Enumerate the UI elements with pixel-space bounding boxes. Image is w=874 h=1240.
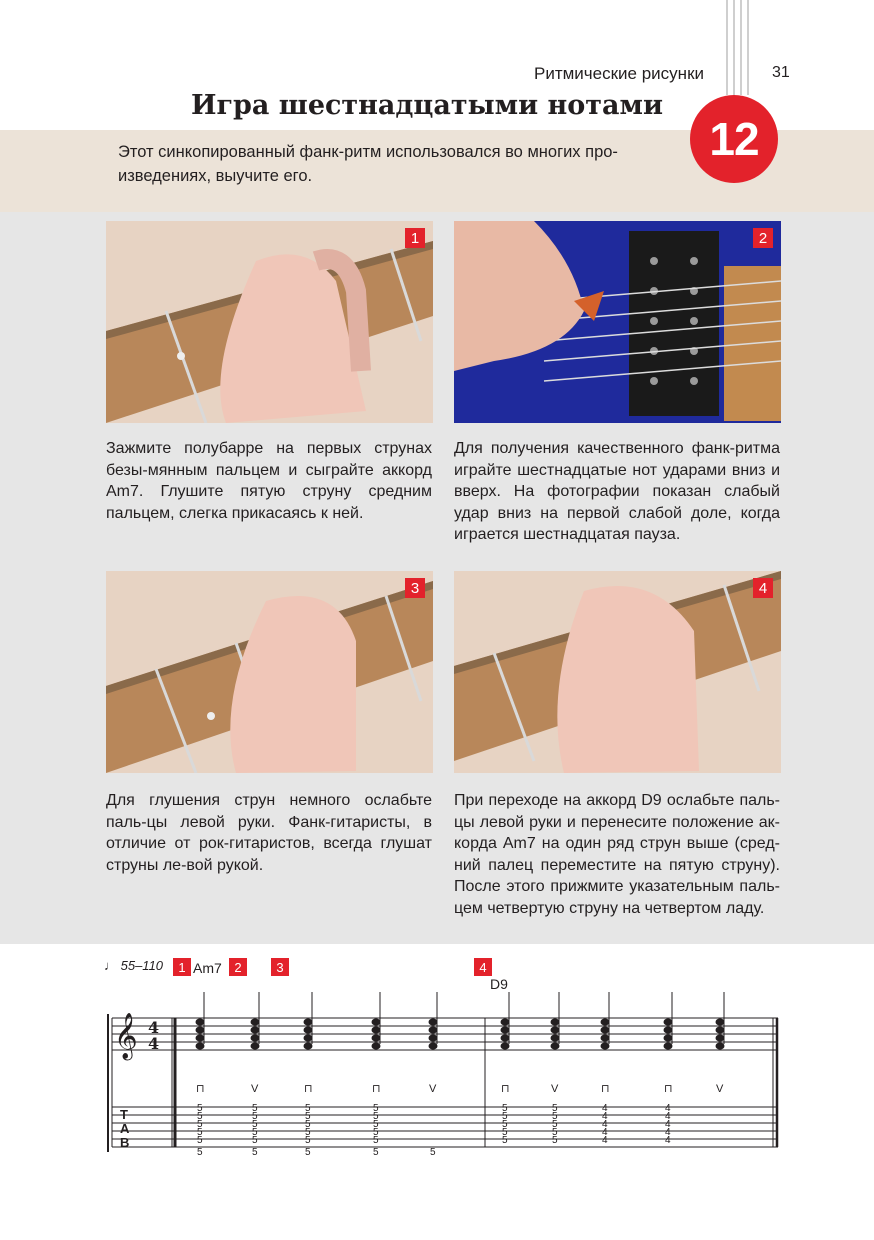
tab-label-t: T xyxy=(120,1107,128,1122)
caption-4: При переходе на аккорд D9 ослабьте паль-цы левой руки и перенесите положение ак-корда Am7 на один ряд струн выше (сред-ний палец переместите на пятую струну). После этого прижмите указательным паль-цем четвертую струну на четвертом ладу. xyxy=(454,792,780,917)
pick-stroke-mark: ⊓ xyxy=(372,1083,381,1095)
notehead xyxy=(551,1043,560,1050)
tab-fret-number: 5 xyxy=(197,1135,203,1146)
music-notation xyxy=(100,952,790,1167)
tab-fret-number: 5 xyxy=(373,1127,379,1138)
notehead xyxy=(196,1027,205,1034)
tab-fret-number: 4 xyxy=(602,1119,608,1130)
tab-fret-number: 5 xyxy=(552,1103,558,1114)
photo-3 xyxy=(106,571,433,773)
tab-fret-number: 5 xyxy=(305,1135,311,1146)
caption-1: Зажмите полубарре на первых струнах безы-мянным пальцем и сыграйте аккорд Am7. Глушите пятую струну средним пальцем, слегка прикасаясь к ней. xyxy=(106,440,432,522)
tab-fret-number: 5 xyxy=(252,1103,258,1114)
tab-fret-number: 5 xyxy=(197,1147,203,1158)
tab-fret-number: 5 xyxy=(502,1111,508,1122)
photo-2-number: 2 xyxy=(753,228,773,248)
notehead xyxy=(716,1043,725,1050)
tab-fret-number: 5 xyxy=(252,1135,258,1146)
tab-fret-number: 5 xyxy=(305,1103,311,1114)
tab-fret-number: 5 xyxy=(373,1147,379,1158)
photo-1-number: 1 xyxy=(405,228,425,248)
notehead xyxy=(251,1019,260,1026)
pick-stroke-mark: ⊓ xyxy=(664,1083,673,1095)
chord-am7: Am7 xyxy=(193,960,222,976)
tab-fret-number: 5 xyxy=(305,1111,311,1122)
notehead xyxy=(196,1035,205,1042)
tab-fret-number: 5 xyxy=(252,1111,258,1122)
marker-3: 3 xyxy=(271,958,289,976)
notehead xyxy=(501,1043,510,1050)
notehead xyxy=(429,1043,438,1050)
notehead xyxy=(429,1035,438,1042)
notehead xyxy=(601,1027,610,1034)
caption-3: Для глушения струн немного ослабьте паль-цы левой руки. Фанк-гитаристы, в отличие от рок-гитаристов, всегда глушат струны ле-вой рукой. xyxy=(106,792,432,874)
tab-fret-number: 4 xyxy=(665,1103,671,1114)
tab-fret-number: 5 xyxy=(373,1103,379,1114)
tab-fret-number: 5 xyxy=(373,1135,379,1146)
notehead xyxy=(304,1019,313,1026)
notehead xyxy=(664,1043,673,1050)
notehead xyxy=(716,1035,725,1042)
tab-fret-number: 5 xyxy=(197,1127,203,1138)
tab-fret-number: 4 xyxy=(665,1135,671,1146)
tab-fret-number: 5 xyxy=(305,1119,311,1130)
tab-fret-number: 5 xyxy=(502,1135,508,1146)
pick-stroke-mark: V xyxy=(716,1083,724,1095)
marker-4: 4 xyxy=(474,958,492,976)
tab-fret-number: 4 xyxy=(602,1127,608,1138)
notehead xyxy=(372,1019,381,1026)
notehead xyxy=(304,1043,313,1050)
tab-label-b: B xyxy=(120,1135,130,1150)
pick-stroke-mark: ⊓ xyxy=(304,1083,313,1095)
tab-fret-number: 4 xyxy=(602,1135,608,1146)
notehead xyxy=(429,1019,438,1026)
marker-2: 2 xyxy=(229,958,247,976)
tab-fret-number: 5 xyxy=(552,1111,558,1122)
staff-and-tab xyxy=(100,952,790,1167)
marker-1: 1 xyxy=(173,958,191,976)
notehead xyxy=(551,1027,560,1034)
notehead xyxy=(372,1027,381,1034)
notehead xyxy=(304,1027,313,1034)
notehead xyxy=(251,1027,260,1034)
tab-fret-number: 5 xyxy=(430,1147,436,1158)
photo-4-number: 4 xyxy=(753,578,773,598)
tab-fret-number: 5 xyxy=(373,1119,379,1130)
time-signature-bottom: 4 xyxy=(148,1034,160,1053)
caption-2: Для получения качественного фанк-ритма играйте шестнадцатые нот ударами вниз и вверх. На фотографии показан слабый удар вниз на первой слабой доле, когда играется шестнадцатая пауза. xyxy=(454,440,780,543)
tempo-marking: ♩ 55–110 xyxy=(104,958,164,973)
intro-text: Этот синкопированный фанк-ритм использовался во многих про-изведениях, выучите его. xyxy=(118,143,618,185)
chord-d9: D9 xyxy=(490,976,508,992)
treble-clef: 𝄞 xyxy=(114,1013,138,1059)
notehead xyxy=(251,1035,260,1042)
notehead xyxy=(601,1043,610,1050)
tab-fret-number: 5 xyxy=(502,1127,508,1138)
notehead xyxy=(601,1035,610,1042)
tab-fret-number: 4 xyxy=(602,1103,608,1114)
notehead xyxy=(551,1035,560,1042)
tab-fret-number: 5 xyxy=(502,1119,508,1130)
notehead xyxy=(251,1043,260,1050)
pick-stroke-mark: ⊓ xyxy=(601,1083,610,1095)
tab-label-a: A xyxy=(120,1121,130,1136)
notehead xyxy=(664,1027,673,1034)
tab-fret-number: 5 xyxy=(502,1103,508,1114)
header-decor-lines xyxy=(726,0,750,95)
notehead xyxy=(501,1035,510,1042)
tab-fret-number: 4 xyxy=(665,1119,671,1130)
photo-2 xyxy=(454,221,781,423)
notehead xyxy=(429,1027,438,1034)
tab-fret-number: 5 xyxy=(197,1111,203,1122)
tab-fret-number: 5 xyxy=(252,1147,258,1158)
photo-1 xyxy=(106,221,433,423)
notehead xyxy=(551,1019,560,1026)
page-number: 31 xyxy=(772,64,790,81)
photo-3-number: 3 xyxy=(405,578,425,598)
tab-fret-number: 5 xyxy=(373,1111,379,1122)
tab-fret-number: 5 xyxy=(197,1119,203,1130)
pick-stroke-mark: V xyxy=(551,1083,559,1095)
tab-fret-number: 5 xyxy=(197,1103,203,1114)
tab-fret-number: 5 xyxy=(252,1119,258,1130)
notehead xyxy=(716,1027,725,1034)
notehead xyxy=(664,1019,673,1026)
notehead xyxy=(601,1019,610,1026)
page-heading: Игра шестнадцатыми нотами xyxy=(190,90,664,121)
notehead xyxy=(501,1019,510,1026)
tab-fret-number: 4 xyxy=(665,1111,671,1122)
notehead xyxy=(196,1043,205,1050)
lesson-number-badge: 12 xyxy=(690,95,778,183)
notehead xyxy=(664,1035,673,1042)
pick-stroke-mark: ⊓ xyxy=(501,1083,510,1095)
pick-stroke-mark: ⊓ xyxy=(196,1083,205,1095)
tab-fret-number: 5 xyxy=(305,1147,311,1158)
tab-fret-number: 5 xyxy=(552,1135,558,1146)
tab-fret-number: 4 xyxy=(602,1111,608,1122)
tab-fret-number: 5 xyxy=(552,1119,558,1130)
notehead xyxy=(304,1035,313,1042)
notehead xyxy=(372,1043,381,1050)
time-signature-top: 4 xyxy=(148,1018,160,1037)
notehead xyxy=(501,1027,510,1034)
photo-4 xyxy=(454,571,781,773)
notehead xyxy=(196,1019,205,1026)
running-title: Ритмические рисунки xyxy=(534,64,704,83)
pick-stroke-mark: V xyxy=(429,1083,437,1095)
notehead xyxy=(372,1035,381,1042)
tab-fret-number: 5 xyxy=(252,1127,258,1138)
tab-fret-number: 5 xyxy=(305,1127,311,1138)
tab-fret-number: 5 xyxy=(552,1127,558,1138)
notehead xyxy=(716,1019,725,1026)
tab-fret-number: 4 xyxy=(665,1127,671,1138)
pick-stroke-mark: V xyxy=(251,1083,259,1095)
